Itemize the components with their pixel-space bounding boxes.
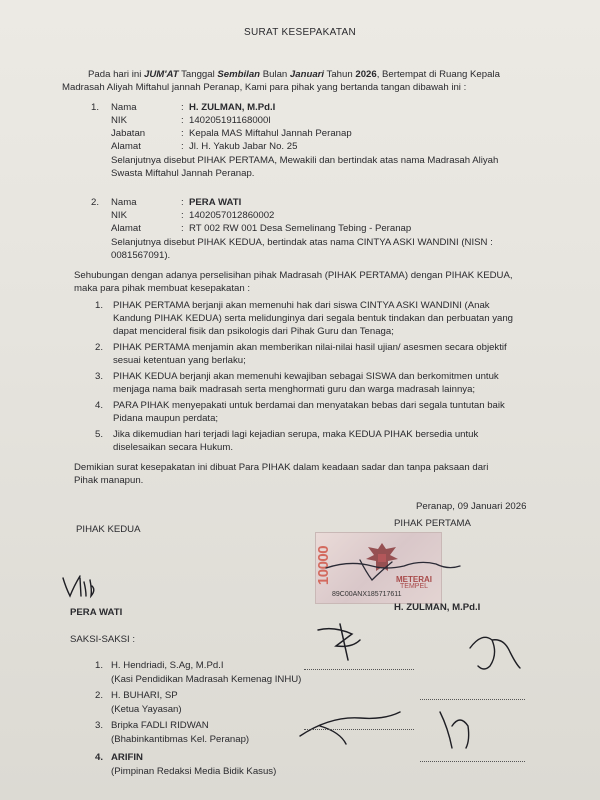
place-date: Peranap, 09 Januari 2026: [416, 501, 527, 512]
party1-nik-row: NIK : 140205191168000l: [111, 115, 271, 126]
sign-right-name: H. ZULMAN, M.Pd.I: [394, 602, 481, 613]
signature-witness-1-right: [470, 637, 520, 669]
agreement-4-number: 4.: [95, 400, 104, 411]
lead-line-2: maka para pihak membuat kesepakatan :: [74, 283, 250, 294]
agreement-1-line-3: dapat mencideral fisik dan psikologis dari Pihak Guru dan Tenaga;: [113, 326, 394, 337]
party2-desc-2: 0081567091).: [111, 250, 171, 261]
party1-number: 1.: [91, 102, 100, 113]
witness-4-number: 4.: [95, 752, 104, 763]
agreement-3-line-2: menjaga nama baik madrasah serta menghormati guru dan warga madrasah lainnya;: [113, 384, 476, 395]
party1-job-row: Jabatan : Kepala MAS Miftahul Jannah Peranap: [111, 128, 352, 139]
stamp-caption-2: TEMPEL: [400, 583, 429, 590]
agreement-5-line-2: diselesaikan secara Hukum.: [113, 442, 233, 453]
witness-1-role: (Kasi Pendidikan Madrasah Kemenag INHU): [111, 674, 302, 685]
party2-address-row: Alamat : RT 002 RW 001 Desa Semelinang Tebing - Peranap: [111, 223, 412, 234]
intro-line-2: Madrasah Aliyah Miftahul jannah Peranap, Kami para pihak yang bertanda tangan dibawah ini :: [62, 82, 467, 93]
agreement-4-line-1: PARA PIHAK menyepakati untuk berdamai dan menyatakan bebas dari segala tuntutan baik: [113, 400, 505, 411]
witness-4-name: ARIFIN: [111, 752, 143, 763]
agreement-2-line-2: sesuai ketentuan yang berlaku;: [113, 355, 246, 366]
closing-line-1: Demikian surat kesepakatan ini dibuat Para PIHAK dalam keadaan sadar dan tanpa paksaan dari: [74, 462, 489, 473]
sign-right-label: PIHAK PERTAMA: [394, 518, 471, 529]
witness-1-number: 1.: [95, 660, 104, 671]
stamp-caption-1: METERAI: [396, 575, 432, 584]
agreement-5-number: 5.: [95, 429, 104, 440]
agreement-4-line-2: Pidana maupun perdata;: [113, 413, 219, 424]
closing-line-2: Pihak manapun.: [74, 475, 144, 486]
witness-3-signature-line: [304, 729, 414, 730]
witness-2-role: (Ketua Yayasan): [111, 704, 182, 715]
signature-zulman: [326, 560, 460, 580]
agreement-2-number: 2.: [95, 342, 104, 353]
agreement-1-number: 1.: [95, 300, 104, 311]
agreement-5-line-1: Jika dikemudian hari terjadi lagi kejadian serupa, maka KEDUA PIHAK bersedia untuk: [113, 429, 479, 440]
stamp-value: 10000: [315, 545, 333, 586]
witness-2-number: 2.: [95, 690, 104, 701]
agreement-1-line-1: PIHAK PERTAMA berjanji akan memenuhi hak dari siswa CINTYA ASKI WANDINI (Anak: [113, 300, 490, 311]
agreement-1-line-2: Kandung PIHAK KEDUA) serta melidunginya dari segala bentuk tindakan dan perbuatan yang: [113, 313, 513, 324]
agreement-3-line-1: PIHAK KEDUA berjanji akan memenuhi kewajiban sebagai SISWA dan berkomitmen untuk: [113, 371, 499, 382]
party2-number: 2.: [91, 197, 100, 208]
party2-desc-1: Selanjutnya disebut PIHAK KEDUA, bertindak atas nama CINTYA ASKI WANDINI (NISN :: [111, 237, 493, 248]
sign-left-label: PIHAK KEDUA: [76, 524, 141, 535]
signature-hendriadi: [318, 624, 360, 660]
witness-4-role: (Pimpinan Redaksi Media Bidik Kasus): [111, 766, 277, 777]
witness-1-name: H. Hendriadi, S.Ag, M.Pd.I: [111, 660, 224, 671]
party2-nik-row: NIK : 1402057012860002: [111, 210, 275, 221]
sign-left-name: PERA WATI: [70, 607, 123, 618]
witness-2-signature-line: [420, 699, 525, 700]
stamp-serial: 89C00ANX185717611: [332, 591, 402, 598]
party2-name-row: Nama : PERA WATI: [111, 197, 242, 208]
party1-desc-2: Swasta Miftahul Jannah Peranap.: [111, 168, 255, 179]
witness-3-name: Bripka FADLI RIDWAN: [111, 720, 209, 731]
witness-header: SAKSI-SAKSI :: [70, 634, 136, 645]
agreement-2-line-1: PIHAK PERTAMA menjamin akan memberikan nilai-nilai hasil ujian/ asesmen secara objektif: [113, 342, 507, 353]
party1-name-row: Nama : H. ZULMAN, M.Pd.I: [111, 102, 276, 113]
signature-buhari: [300, 712, 469, 748]
witness-4-signature-line: [420, 761, 525, 762]
intro-line-1: Pada hari ini JUM'AT Tanggal Sembilan Bulan Januari Tahun 2026, Bertempat di Ruang Kepala: [88, 69, 500, 80]
party1-desc-1: Selanjutnya disebut PIHAK PERTAMA, Mewakili dan bertindak atas nama Madrasah Aliyah: [111, 155, 499, 166]
document-title: SURAT KESEPAKATAN: [244, 27, 356, 38]
signature-pera-wati: [63, 576, 94, 596]
witness-1-signature-line: [304, 669, 414, 670]
lead-line-1: Sehubungan dengan adanya perselisihan pihak Madrasah (PIHAK PERTAMA) dengan PIHAK KEDUA,: [74, 270, 513, 281]
witness-3-role: (Bhabinkantibmas Kel. Peranap): [111, 734, 250, 745]
witness-3-number: 3.: [95, 720, 104, 731]
agreement-3-number: 3.: [95, 371, 104, 382]
party1-address-row: Alamat : Jl. H. Yakub Jabar No. 25: [111, 141, 298, 152]
witness-2-name: H. BUHARI, SP: [111, 690, 178, 701]
